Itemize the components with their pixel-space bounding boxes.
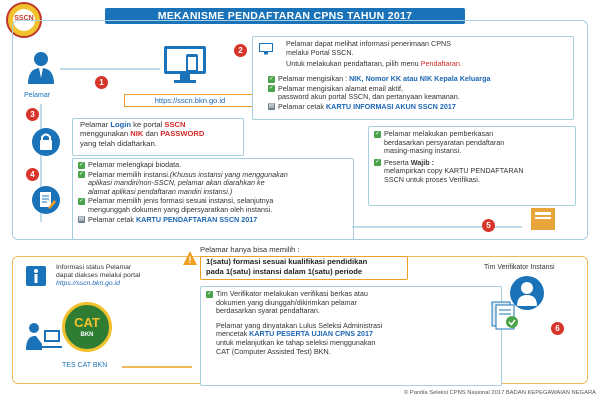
step-2-line1a: Pelamar dapat melihat informasi penerimaan CPNS [286,39,451,48]
check1a: Pelamar mengisikan : [278,74,350,83]
s6-p2a: mencetak [216,329,250,339]
s4-c3b: mengunggah dokumen yang dipersyaratkan oleh instansi. [88,204,273,214]
pelamar-label: Pelamar [24,92,51,99]
info-url-link[interactable]: https://sscn.bkn.go.id [56,280,120,288]
check-icon: ✓ [78,171,85,178]
s3-l2b: NIK [130,129,144,139]
page-title: MEKANISME PENDAFTARAN CPNS TAHUN 2017 [157,10,413,22]
footer-copyright: © Panitia Seleksi CPNS Nasional 2017 BADAN KEPEGAWAIAN NEGARA [404,390,596,396]
info-l2: dapat diakses melalui portal [56,272,141,280]
s6-p4: CAT (Computer Assisted Test) BKN. [216,346,331,356]
computer-icon [162,44,208,86]
logo-text: SSCN [14,15,34,22]
s5-c2a: Peserta [384,157,411,167]
check2a: Pelamar mengisikan alamat email aktif, [278,83,404,93]
arrow-line-bottom [122,366,192,368]
check-icon: ✓ [268,75,275,82]
warning-title: Pelamar hanya bisa memilih : [200,245,300,254]
step-3-text [80,120,240,148]
printer-icon: ▤ [268,103,275,110]
check-icon: ✓ [374,130,381,137]
computer-user-icon [24,320,64,356]
tes-cat-label: TES CAT BKN [62,362,108,369]
step-1-badge: 1 [95,76,108,89]
s6-p2b: KARTU PESERTA UJIAN CPNS 2017 [249,329,373,339]
s6-c1c: berdasarkan syarat pendaftaran. [216,306,320,316]
s6-p1: Pelamar yang dinyatakan Lulus Seleksi Administrasi [216,320,383,330]
s5-c2b: Wajib : [410,157,435,167]
s6-c1b: dokumen yang diunggah/dikirimkan pelamar [216,297,358,307]
tim-verifikator-label: Tim Verifikator Instansi [484,264,555,271]
info-icon [26,266,46,286]
s4-c2d: alamat aplikasi pendaftaran mandiri instansi.) [88,186,233,196]
cat-logo-sub: BKN [80,332,94,338]
check3a: Pelamar cetak [278,101,326,111]
s6-p3: untuk melanjutkan ke tahap seleksi menggunakan [216,337,376,347]
step-6-text [206,290,496,356]
info-text [56,264,186,289]
cat-logo-text: CAT [74,315,100,330]
monitor-small-icon [259,42,273,54]
step-4-badge: 4 [26,168,39,181]
s3-l3: yang telah didaftarkan. [80,138,157,148]
s5-c2d: SSCN untuk proses Verifikasi. [384,174,480,184]
lock-icon [32,128,60,156]
check2b: password akun portal SSCN, dan pertanyaan keamanan. [278,92,460,102]
s4-c2b: (Khusus instansi yang menggunakan [169,169,288,179]
folder-icon [528,204,558,234]
step-2-checks [268,75,568,111]
portal-url-link[interactable]: https://sscn.bkn.go.id [124,94,256,107]
s4-c2a: Pelamar memilih instansi. [88,169,170,179]
check-icon: ✓ [374,159,381,166]
step-2-line1b: melalui Portal SSCN. [286,47,354,57]
warning-line-3: pada 1(satu) instansi dalam 1(satu) periode [206,267,363,276]
check-icon: ✓ [268,85,275,92]
s3-l1b: Login [110,120,132,129]
step-4-text [78,161,350,224]
step-5-badge: 5 [482,219,495,232]
printer-icon: ▤ [78,216,85,223]
s5-c1a: Pelamar melakukan pemberkasan [384,129,494,138]
s5-c2c: melampirkan copy KARTU PENDAFTARAN [384,166,524,176]
s3-l2a: menggunakan [80,129,131,139]
check-icon: ✓ [78,197,85,204]
s3-l1d: SSCN [164,120,186,129]
s4-c1: Pelamar melengkapi biodata. [88,160,182,169]
s6-c1a: Tim Verifikator melakukan verifikasi berkas atau [216,289,368,298]
step-5-text [374,130,572,185]
s5-c1c: masing-masing instansi. [384,146,462,156]
check-icon: ✓ [206,290,213,297]
s4-c4a: Pelamar cetak [88,214,136,224]
step-2-text [286,40,570,69]
form-edit-icon [32,186,60,214]
step-2-line2b: Pendaftaran. [420,59,462,69]
s3-l2d: PASSWORD [160,129,205,139]
s3-l1a: Pelamar [80,120,111,129]
check3b: KARTU INFORMASI AKUN SSCN 2017 [325,101,456,111]
person-icon [26,50,56,84]
s3-l2c: dan [143,129,161,139]
s5-c1b: berdasarkan persyaratan pendaftaran [384,137,505,147]
arrow-line-1 [60,68,160,70]
step-6-badge: 6 [551,322,564,335]
step-2-line2a: Untuk melakukan pendaftaran, pilih menu [286,59,421,69]
check1b: NIK, Nomor KK atau NIK Kepala Keluarga [349,74,491,83]
step-3-badge: 3 [26,108,39,121]
check-icon: ✓ [78,161,85,168]
step-2-badge: 2 [234,44,247,57]
s4-c2c: aplikasi mandiri/non-SSCN, pelamar akan diarahkan ke [88,178,265,188]
s4-c3a: Pelamar memilih jenis formasi sesuai instansi, selanjutnya [88,196,274,206]
s4-c4b: KARTU PENDAFTARAN SSCN 2017 [135,214,258,224]
warning-icon-mark: ! [188,255,192,265]
s3-l1c: ke portal [131,120,165,129]
arrow-line-5 [352,226,522,228]
warning-line-2: 1(satu) formasi sesuai kualifikasi pendidikan [206,257,368,266]
info-l1: Informasi status Pelamar [56,264,132,271]
